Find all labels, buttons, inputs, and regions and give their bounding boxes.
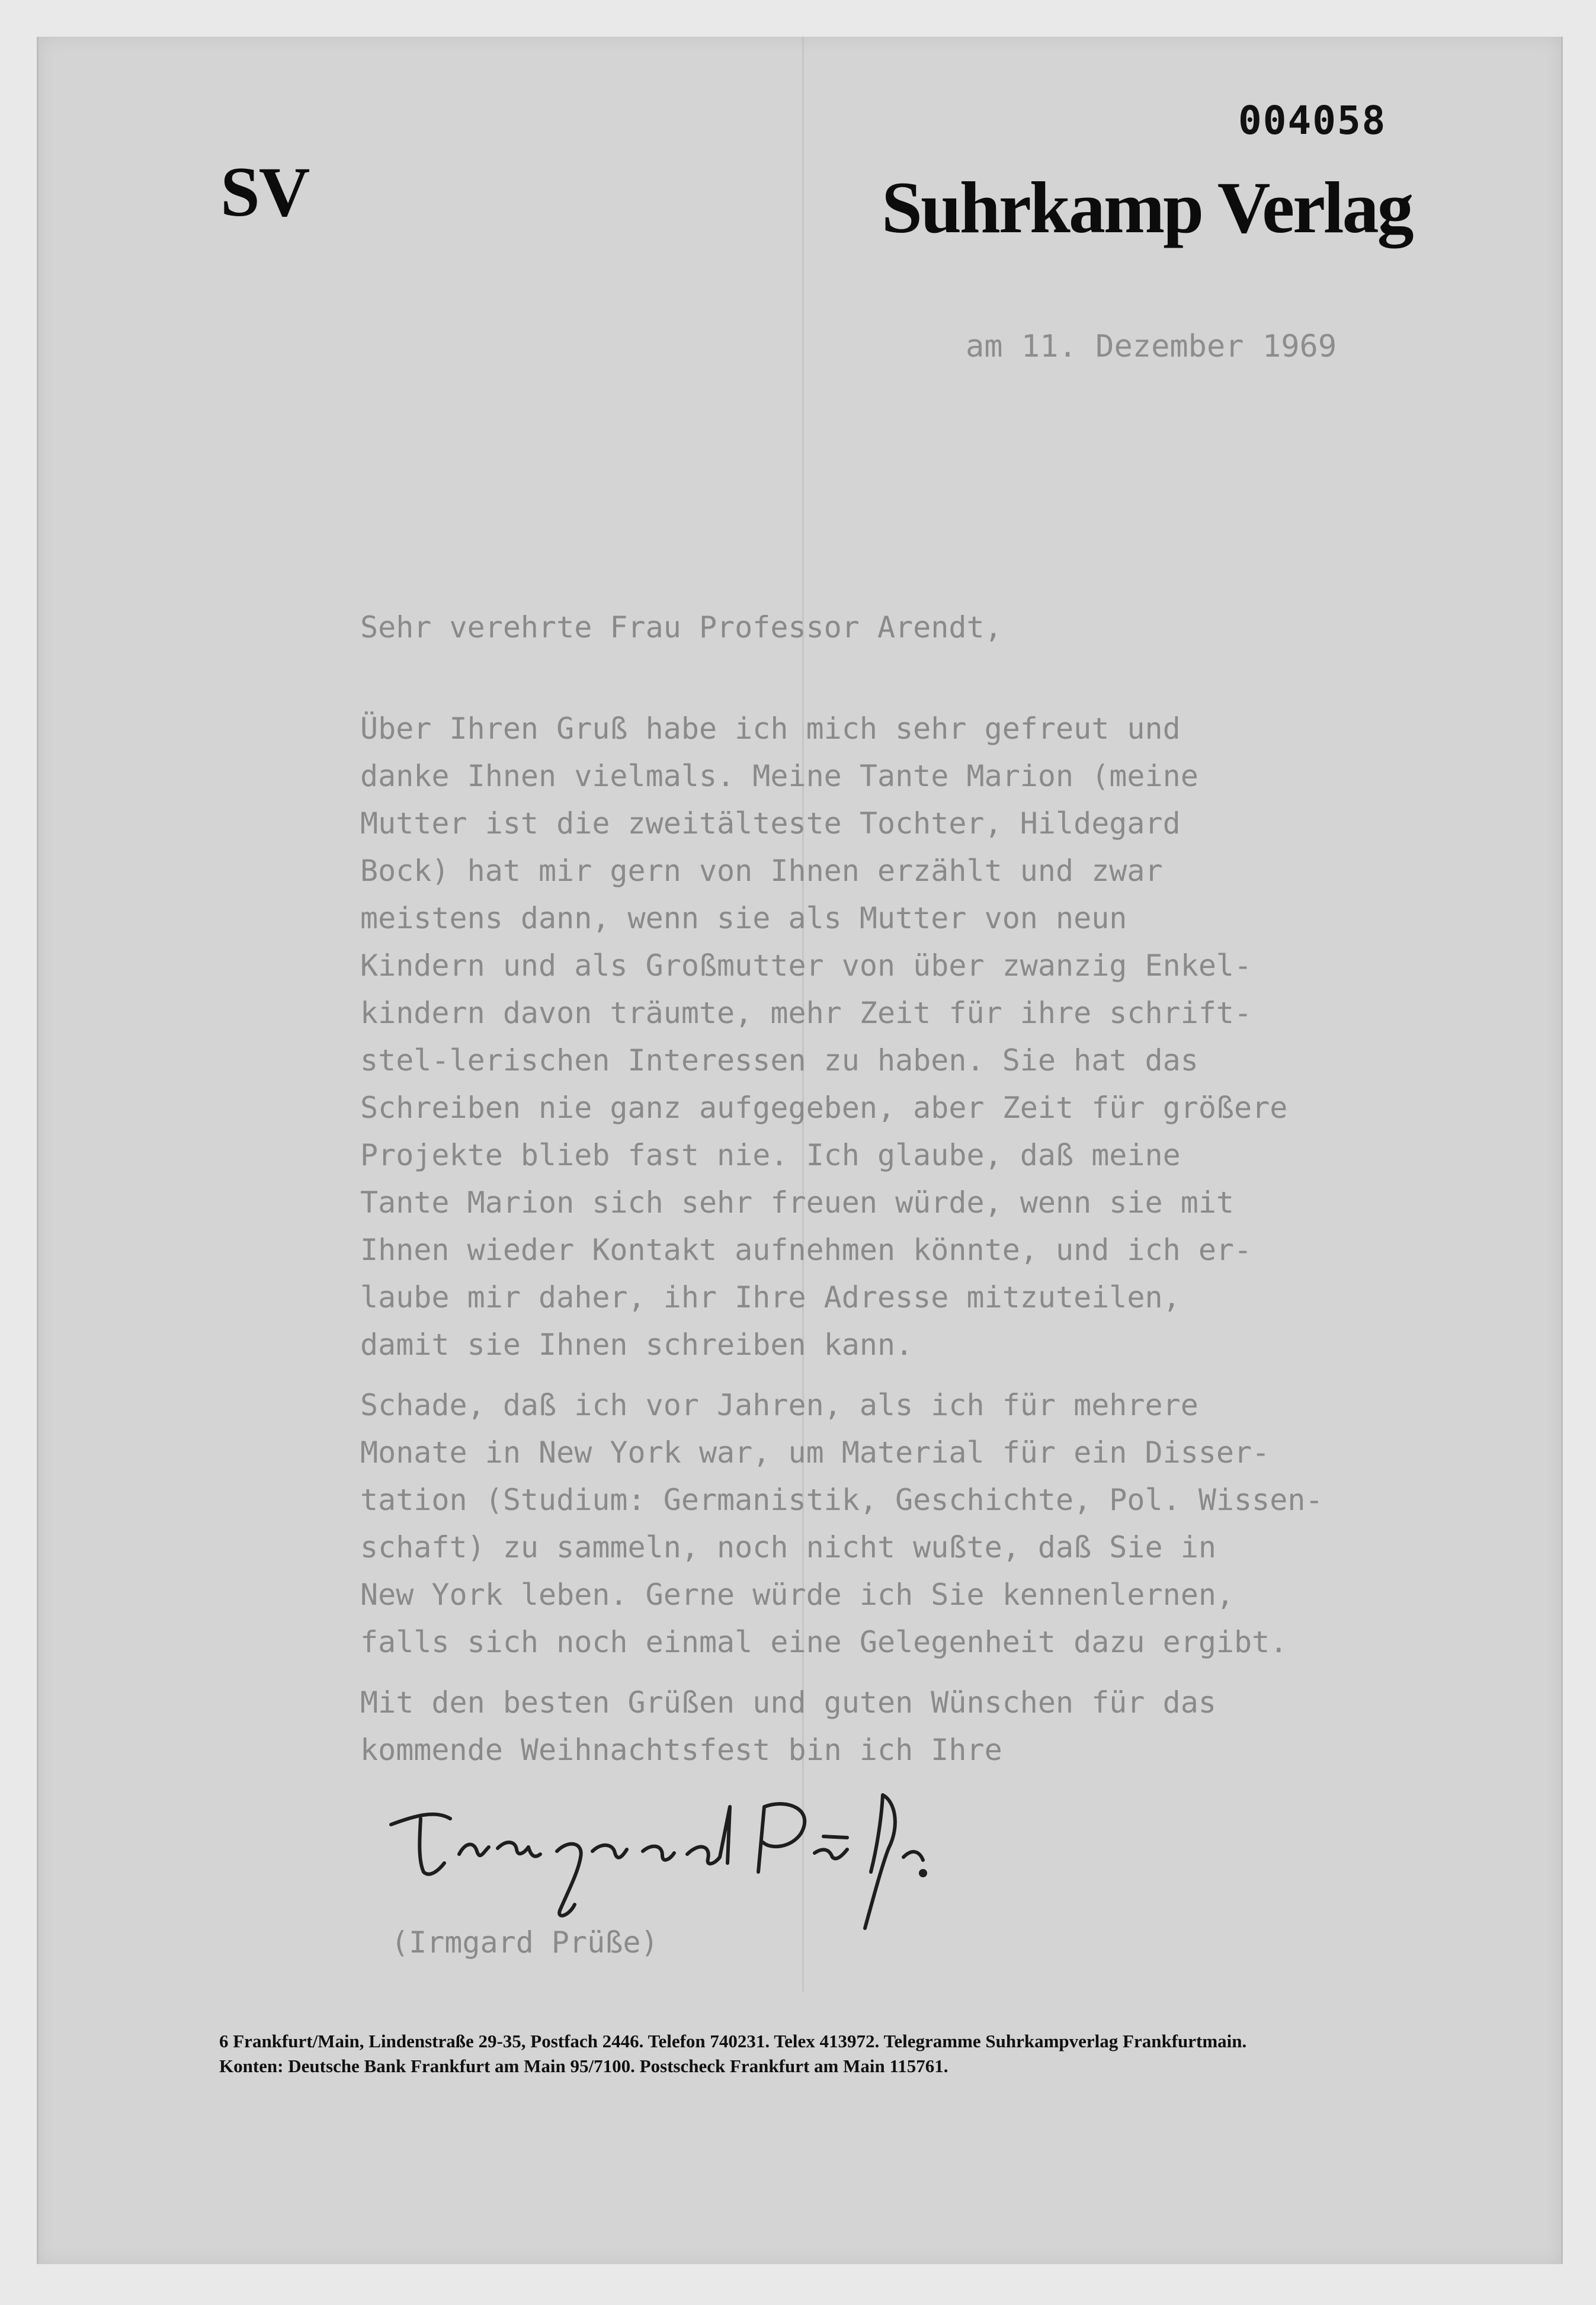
body-line: kindern davon träumte, mehr Zeit für ihre schrift- (360, 996, 1252, 1030)
body-line: tation (Studium: Germanistik, Geschichte, Pol. Wissen- (360, 1483, 1323, 1517)
typed-sender-name: (Irmgard Prüße) (391, 1925, 659, 1960)
handwritten-signature (379, 1783, 930, 1937)
body-line: Monate in New York war, um Material für ein Disser- (360, 1435, 1270, 1470)
archive-number: 004058 (1238, 98, 1387, 143)
body-line: Tante Marion sich sehr freuen würde, wenn sie mit (360, 1185, 1235, 1220)
body-line: laube mir daher, ihr Ihre Adresse mitzuteilen, (360, 1280, 1181, 1315)
body-line: New York leben. Gerne würde ich Sie kennenlernen, (360, 1578, 1235, 1612)
footer-address-line: 6 Frankfurt/Main, Lindenstraße 29-35, Postfach 2446. Telefon 740231. Telex 413972. Telegramme Suhrkampverlag Frankfurtmain. (219, 2031, 1247, 2051)
body-line: Kindern und als Großmutter von über zwanzig Enkel- (360, 948, 1252, 983)
body-line: danke Ihnen vielmals. Meine Tante Marion (meine (360, 759, 1198, 793)
body-line: kommende Weihnachtsfest bin ich Ihre (360, 1733, 1002, 1767)
publisher-name: Suhrkamp Verlag (882, 167, 1412, 248)
body-line: Projekte blieb fast nie. Ich glaube, daß meine (360, 1138, 1181, 1172)
letter-date: am 11. Dezember 1969 (966, 329, 1337, 364)
body-line: stel-lerischen Interessen zu haben. Sie hat das (360, 1043, 1198, 1078)
body-line: Schade, daß ich vor Jahren, als ich für mehrere (360, 1388, 1198, 1422)
body-line: Mit den besten Grüßen und guten Wünschen für das (360, 1685, 1216, 1720)
body-line: Mutter ist die zweitälteste Tochter, Hildegard (360, 806, 1181, 841)
body-line: Bock) hat mir gern von Ihnen erzählt und zwar (360, 854, 1163, 888)
body-line: schaft) zu sammeln, noch nicht wußte, daß Sie in (360, 1530, 1216, 1565)
publisher-logo-initials: SV (220, 152, 309, 231)
paragraph-closing (360, 1679, 1427, 1774)
body-line: Über Ihren Gruß habe ich mich sehr gefreut und (360, 711, 1181, 746)
footer-accounts-line: Konten: Deutsche Bank Frankfurt am Main 95/7100. Postscheck Frankfurt am Main 115761. (219, 2056, 948, 2076)
body-line: meistens dann, wenn sie als Mutter von neun (360, 901, 1127, 935)
paragraph-1 (360, 705, 1427, 1368)
body-line: Schreiben nie ganz aufgegeben, aber Zeit für größere (360, 1091, 1288, 1125)
paragraph-2 (360, 1381, 1427, 1666)
body-line: Ihnen wieder Kontakt aufnehmen könnte, und ich er- (360, 1233, 1252, 1267)
letterhead-footer (219, 2029, 1540, 2079)
body-line: damit sie Ihnen schreiben kann. (360, 1328, 914, 1362)
letter-body (360, 705, 1427, 1774)
letter-salutation: Sehr verehrte Frau Professor Arendt, (360, 610, 1002, 645)
body-line: falls sich noch einmal eine Gelegenheit dazu ergibt. (360, 1625, 1288, 1659)
